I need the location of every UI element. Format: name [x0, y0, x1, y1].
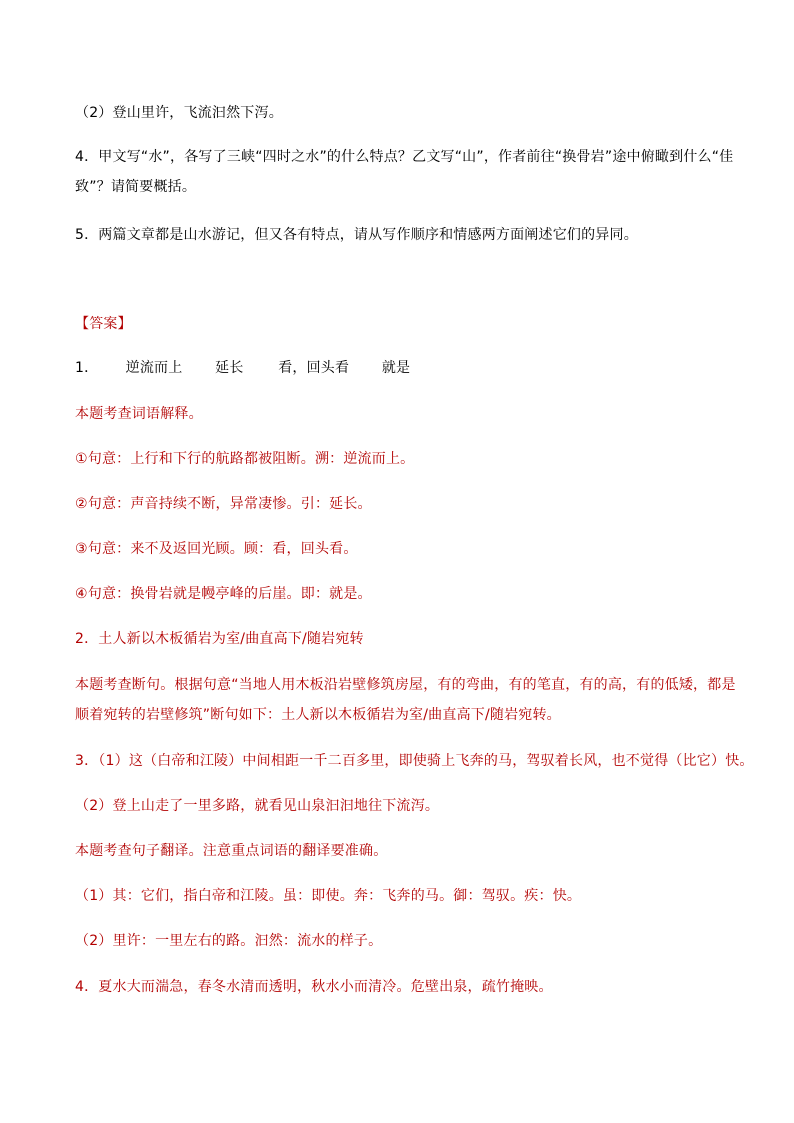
answer-3-line-1: 3．（1）这（白帝和江陵）中间相距一千二百多里，即使骑上飞奔的马，驾驭着长风，也不觉得（比它）快。 — [75, 753, 754, 769]
answer-1-item: 看，回头看 — [278, 360, 350, 376]
answer-heading: 【答案】 — [75, 316, 132, 332]
answer-1-item: 延长 — [215, 360, 244, 376]
question-3-part-2: （2）登山里许，飞流汩然下泻。 — [75, 105, 283, 121]
answer-1-explanation: ①句意：上行和下行的航路都被阻断。溯：逆流而上。 — [75, 451, 415, 467]
answer-1-explanation: ④句意：换骨岩就是幔亭峰的后崖。即：就是。 — [75, 586, 372, 602]
answer-3-note-1: （1）其：它们，指白帝和江陵。虽：即使。奔：飞奔的马。御：驾驭。疾：快。 — [75, 888, 582, 904]
answer-1-item: 就是 — [381, 360, 411, 376]
answer-1-number: 1． — [75, 360, 99, 376]
question-4-line-2: 致”？请简要概括。 — [75, 179, 197, 195]
answer-4-line: 4．夏水大而湍急，春冬水清而透明，秋水小而清冷。危壁出泉，疏竹掩映。 — [75, 979, 553, 995]
answer-1-row — [75, 358, 410, 378]
answer-2-explanation-1: 本题考查断句。根据句意“当地人用木板沿岩壁修筑房屋，有的弯曲，有的笔直，有的高，有的低矮，都是 — [75, 677, 736, 693]
answer-3-intro: 本题考查句子翻译。注意重点词语的翻译要准确。 — [75, 843, 388, 859]
question-5: 5．两篇文章都是山水游记，但又各有特点，请从写作顺序和情感两方面阐述它们的异同。 — [75, 227, 638, 243]
answer-1-explanation: ③句意：来不及返回光顾。顾：看，回头看。 — [75, 541, 358, 557]
answer-1-explanation: ②句意：声音持续不断，异常凄惨。引：延长。 — [75, 496, 372, 512]
answer-2-explanation-2: 顺着宛转的岩壁修筑”断句如下：土人新以木板循岩为室/曲直高下/随岩宛转。 — [75, 707, 561, 723]
answer-2-line: 2．土人新以木板循岩为室/曲直高下/随岩宛转 — [75, 631, 364, 647]
question-4-line-1: 4．甲文写“水”，各写了三峡“四时之水”的什么特点？乙文写“山”，作者前往“换骨岩”途中俯瞰到什么“佳 — [75, 149, 734, 165]
answer-3-note-2: （2）里许：一里左右的路。汩然：流水的样子。 — [75, 933, 383, 949]
answer-1-intro: 本题考查词语解释。 — [75, 406, 203, 422]
answer-1-item: 逆流而上 — [125, 360, 183, 376]
answer-3-line-2: （2）登上山走了一里多路，就看见山泉汩汩地往下流泻。 — [75, 798, 440, 814]
